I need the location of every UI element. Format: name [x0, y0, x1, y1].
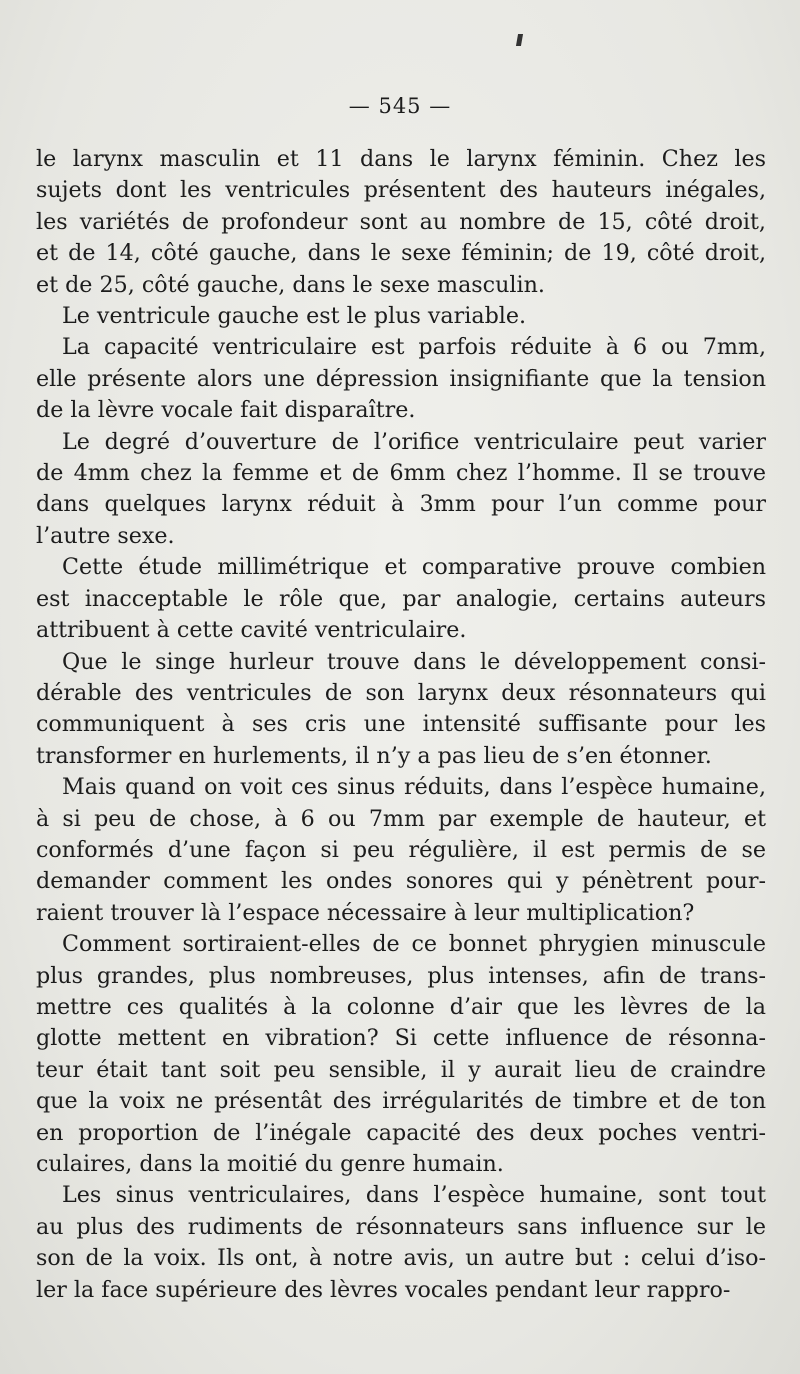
text-line: Comment sortiraient-elles de ce bonnet phrygien minuscule: [62, 931, 766, 958]
text-line: demander comment les ondes sonores qui y pénètrent pour-: [36, 868, 766, 895]
text-line: Les sinus ventriculaires, dans l’espèce humaine, sont tout: [62, 1182, 766, 1209]
text-line: les variétés de profondeur sont au nombre de 15, côté droit,: [36, 208, 766, 235]
text-line: Le ventricule gauche est le plus variable.: [62, 303, 527, 330]
text-line: elle présente alors une dépression insignifiante que la tension: [36, 365, 766, 392]
text-line: de la lèvre vocale fait disparaître.: [36, 397, 416, 424]
text-line: culaires, dans la moitié du genre humain.: [36, 1151, 504, 1177]
text-line: l’autre sexe.: [36, 522, 175, 549]
text-line: de 4mm chez la femme et de 6mm chez l’homme. Il se trouve: [36, 460, 766, 487]
text-line: teur était tant soit peu sensible, il y aurait lieu de craindre: [36, 1056, 766, 1083]
body-text: [36, 144, 766, 1306]
text-line: et de 14, côté gauche, dans le sexe féminin; de 19, côté droit,: [36, 240, 766, 267]
text-line: La capacité ventriculaire est parfois réduite à 6 ou 7mm,: [62, 334, 766, 361]
text-line: sujets dont les ventricules présentent des hauteurs inégales,: [36, 177, 766, 204]
text-line: plus grandes, plus nombreuses, plus intenses, afin de trans-: [36, 962, 766, 989]
text-line: son de la voix. Ils ont, à notre avis, un autre but : celui d’iso-: [36, 1245, 766, 1272]
text-line: et de 25, côté gauche, dans le sexe masculin.: [36, 271, 545, 298]
text-line: communiquent à ses cris une intensité suffisante pour les: [36, 711, 766, 738]
text-line: dans quelques larynx réduit à 3mm pour l’un comme pour: [36, 491, 766, 518]
text-line: mettre ces qualités à la colonne d’air que les lèvres de la: [36, 993, 766, 1020]
text-line: raient trouver là l’espace nécessaire à leur multiplication?: [36, 899, 695, 926]
text-line: le larynx masculin et 11 dans le larynx féminin. Chez les: [36, 146, 766, 172]
text-line: conformés d’une façon si peu régulière, il est permis de se: [36, 836, 766, 863]
text-line: Que le singe hurleur trouve dans le développement consi-: [62, 648, 766, 675]
text-line: Cette étude millimétrique et comparative prouve combien: [62, 554, 766, 581]
text-line: transformer en hurlements, il n’y a pas lieu de s’en étonner.: [36, 742, 712, 769]
text-line: à si peu de chose, à 6 ou 7mm par exemple de hauteur, et: [36, 805, 766, 832]
text-line: Mais quand on voit ces sinus réduits, dans l’espèce humaine,: [62, 774, 766, 801]
page-number: — 545 —: [348, 94, 452, 118]
text-line: en proportion de l’inégale capacité des deux poches ventri-: [36, 1119, 766, 1146]
text-line: dérable des ventricules de son larynx deux résonnateurs qui: [36, 679, 766, 706]
text-line: glotte mettent en vibration? Si cette influence de résonna-: [36, 1025, 766, 1052]
text-line: attribuent à cette cavité ventriculaire.: [36, 617, 467, 644]
text-line: ler la face supérieure des lèvres vocales pendant leur rappro-: [36, 1276, 731, 1303]
text-line: que la voix ne présentât des irrégularités de timbre et de ton: [36, 1088, 766, 1115]
text-line: au plus des rudiments de résonnateurs sans influence sur le: [36, 1213, 766, 1240]
text-line: est inacceptable le rôle que, par analogie, certains auteurs: [36, 585, 766, 612]
page-mark: [516, 34, 523, 46]
text-line: Le degré d’ouverture de l’orifice ventriculaire peut varier: [62, 428, 766, 455]
